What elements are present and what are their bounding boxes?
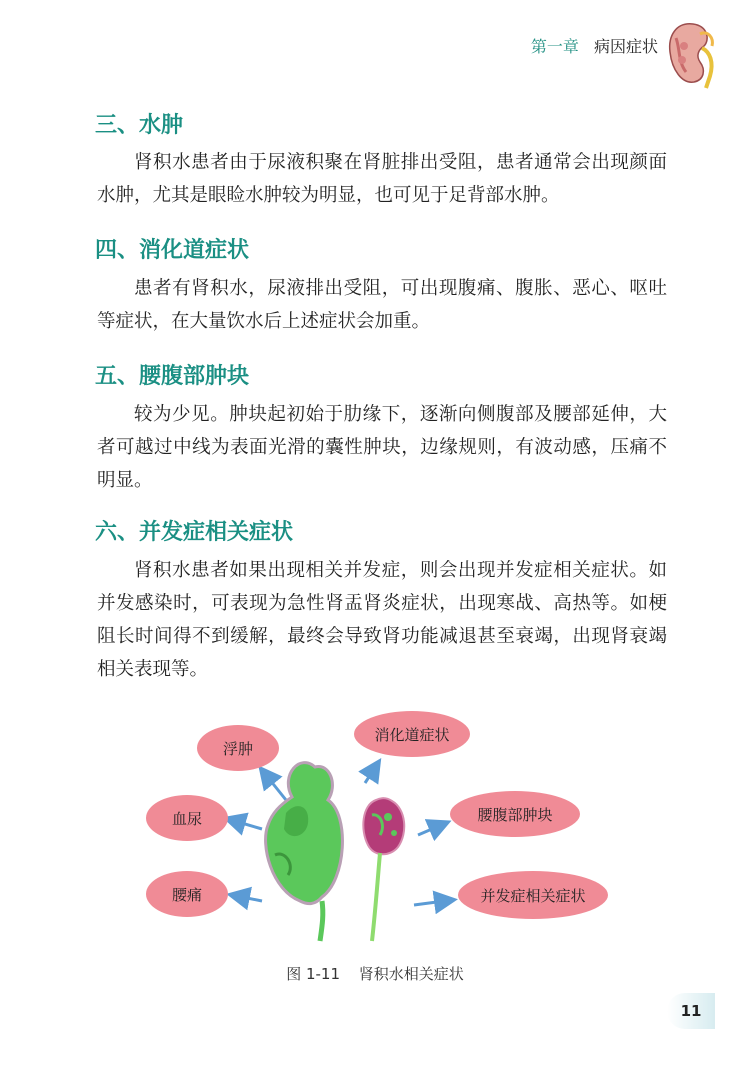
- paragraph-text: 肾积水患者由于尿液积聚在肾脏排出受阻，患者通常会出现颜面水肿，尤其是眼睑水肿较为明显，也可见于足背部水肿。: [97, 152, 667, 206]
- chapter-label: 第一章: [530, 37, 579, 56]
- chapter-title: 病因症状: [593, 37, 658, 56]
- section-title-digestive: 四、消化道症状: [95, 238, 250, 263]
- arrow-to-back-pain: [232, 895, 262, 901]
- symptom-digestive: 消化道症状: [354, 711, 470, 757]
- normal-kidney: [363, 798, 404, 941]
- symptom-complications: 并发症相关症状: [458, 871, 608, 919]
- figure-caption: [0, 963, 750, 984]
- paragraph-text: 较为少见。肿块起初始于肋缘下，逐渐向侧腹部及腰部延伸，大者可越过中线为表面光滑的囊性肿块，边缘规则，有波动感，压痛不明显。: [97, 404, 667, 491]
- arrow-to-mass: [418, 823, 446, 835]
- kidney-icon: [664, 18, 722, 90]
- section-title-mass: 五、腰腹部肿块: [95, 364, 250, 389]
- paragraph-text: 肾积水患者如果出现相关并发症，则会出现并发症相关症状。如并发感染时，可表现为急性肾盂肾炎症状，出现寒战、高热等。如梗阻长时间得不到缓解，最终会导致肾功能减退甚至衰竭，出现肾衰竭相关表现等。: [97, 560, 667, 680]
- caption-number: 图 1-11: [286, 965, 340, 983]
- paragraph-digestive: [97, 272, 667, 338]
- caption-text: 肾积水相关症状: [358, 965, 464, 983]
- arrow-to-digestive: [365, 763, 378, 783]
- symptom-figure: [140, 705, 620, 955]
- section-title-edema: 三、水肿: [95, 113, 184, 138]
- symptom-hematuria: 血尿: [146, 795, 228, 841]
- symptom-edema: 浮肿: [197, 725, 279, 771]
- paragraph-edema: [97, 146, 667, 212]
- symptom-mass: 腰腹部肿块: [450, 791, 580, 837]
- arrow-to-hematuria: [228, 819, 262, 829]
- paragraph-complications: [97, 554, 667, 686]
- symptom-back-pain: 腰痛: [146, 871, 228, 917]
- page-number: 11: [667, 993, 715, 1029]
- paragraph-text: 患者有肾积水，尿液排出受阻，可出现腹痛、腹胀、恶心、呕吐等症状，在大量饮水后上述症状会加重。: [97, 278, 667, 332]
- section-title-complications: 六、并发症相关症状: [95, 520, 294, 545]
- paragraph-mass: [97, 398, 667, 497]
- running-header: [531, 34, 658, 57]
- arrow-to-complications: [414, 900, 452, 905]
